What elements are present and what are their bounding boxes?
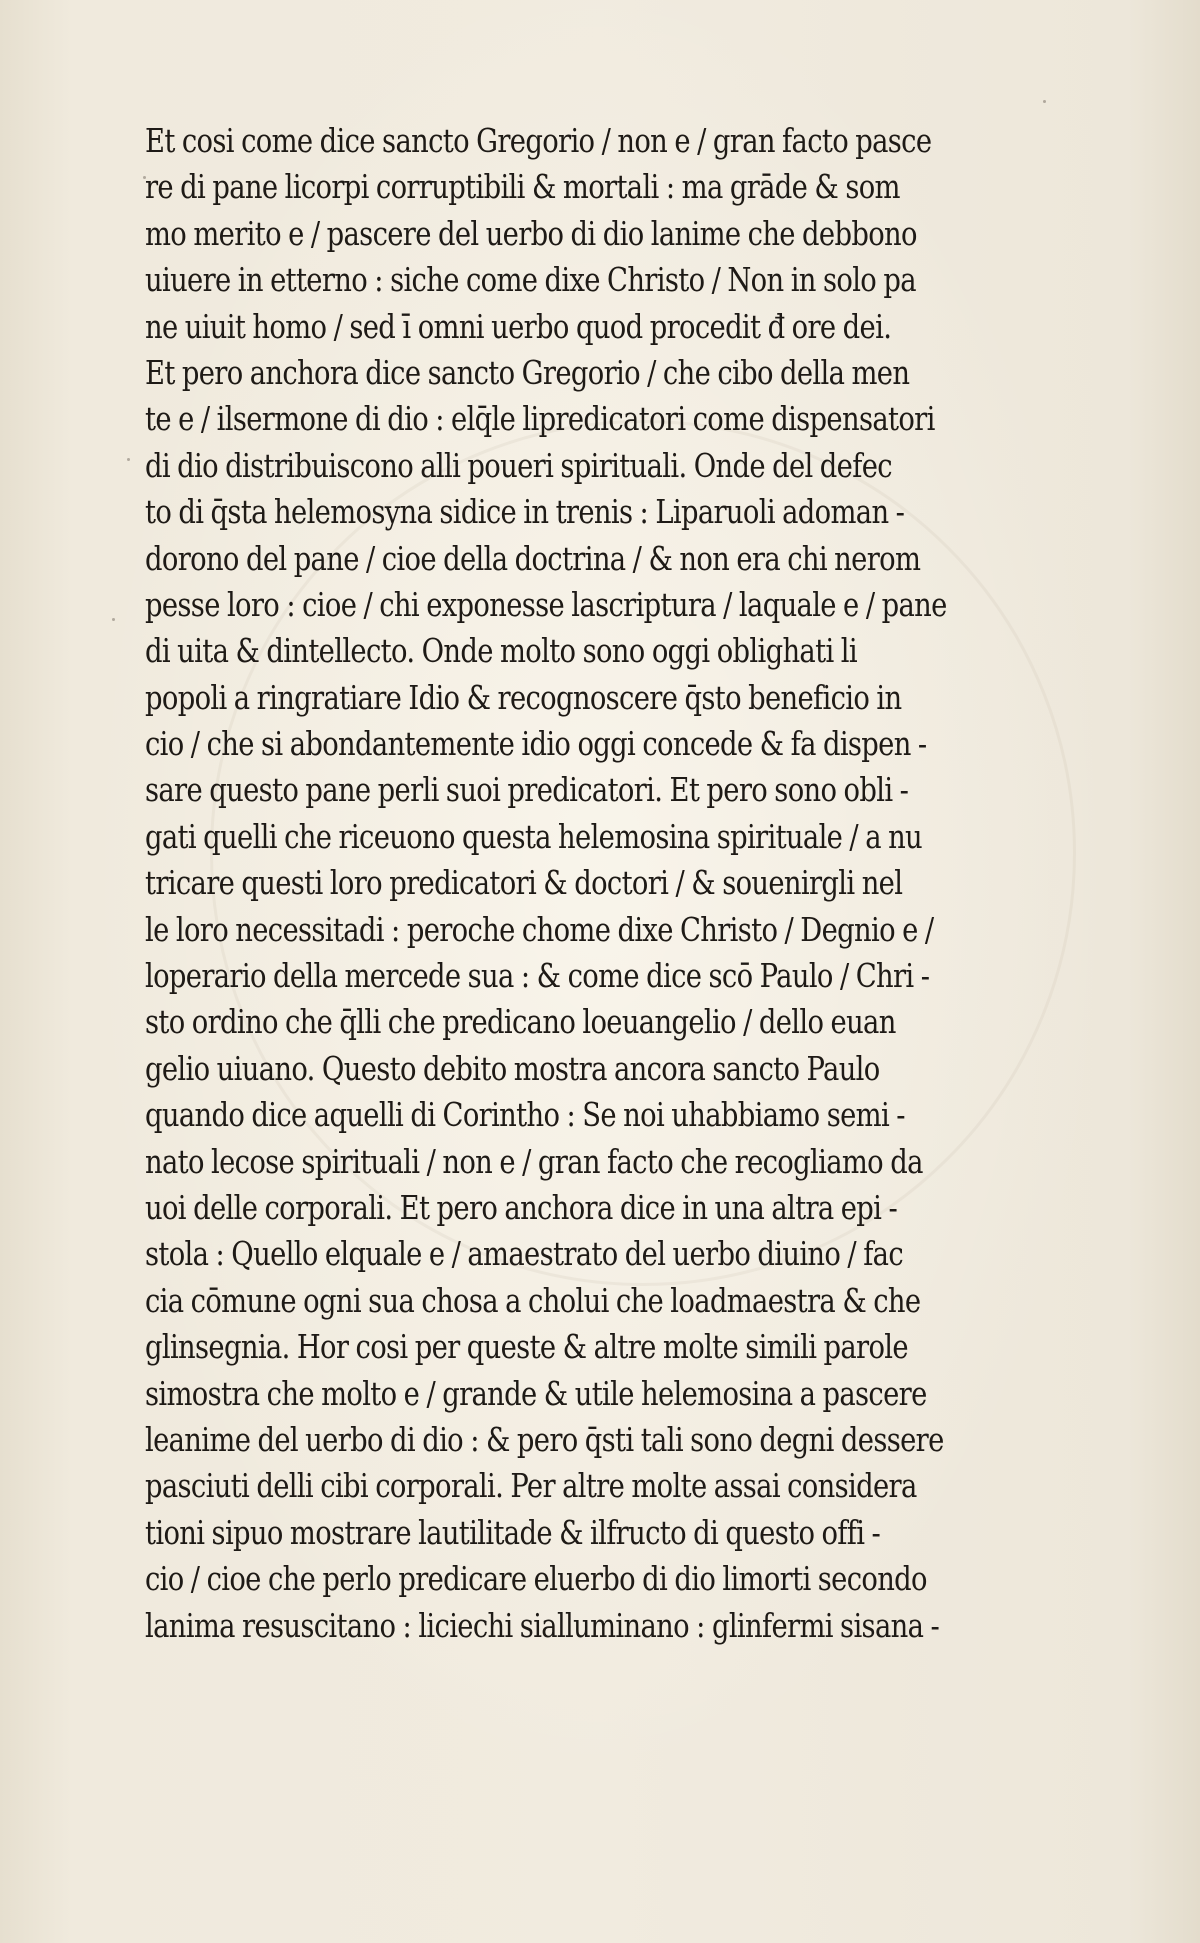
- text-line: quando dice aquelli di Corintho : Se noi uhabbiamo semi -: [145, 1095, 905, 1135]
- body-text: [145, 118, 1015, 1649]
- text-line: simostra che molto e / grande & utile helemosina a pascere: [145, 1373, 927, 1413]
- text-line: leanime del uerbo di dio : & pero q̄sti tali sono degni dessere: [145, 1419, 944, 1459]
- text-line: dorono del pane / cioe della doctrina / & non era chi nerom: [145, 538, 921, 578]
- text-line: nato lecose spirituali / non e / gran facto che recogliamo da: [145, 1141, 923, 1181]
- text-line: Et cosi come dice sancto Gregorio / non e / gran facto pasce: [145, 121, 932, 160]
- text-line: cia cōmune ogni sua chosa a cholui che loadmaestra & che: [145, 1280, 921, 1320]
- text-line: stola : Quello elquale e / amaestrato del uerbo diuino / fac: [145, 1234, 904, 1274]
- paper-speck: [1043, 100, 1046, 103]
- text-line: lanima resuscitano : liciechi sialluminano : glinfermi sisana -: [145, 1605, 940, 1645]
- text-line: popoli a ringratiare Idio & recognoscere q̄sto beneficio in: [145, 677, 902, 717]
- text-line: gati quelli che riceuono questa helemosina spirituale / a nu: [145, 816, 923, 856]
- text-line: tricare questi loro predicatori & doctori / & souenirgli nel: [145, 863, 903, 903]
- text-line: le loro necessitadi : peroche chome dixe Christo / Degnio e /: [145, 909, 934, 949]
- text-line: uiuere in etterno : siche come dixe Christo / Non in solo pa: [145, 260, 916, 300]
- text-line: cio / che si abondantemente idio oggi concede & fa dispen -: [145, 724, 927, 764]
- text-line: tioni sipuo mostrare lautilitade & ilfructo di questo offi -: [145, 1512, 881, 1552]
- text-line: re di pane licorpi corruptibili & mortali : ma grāde & som: [145, 167, 900, 207]
- paper-speck: [112, 618, 115, 621]
- paper-speck: [127, 458, 130, 461]
- text-line: pesse loro : cioe / chi exponesse lascriptura / laquale e / pane: [145, 584, 947, 624]
- text-line: glinsegnia. Hor cosi per queste & altre molte simili parole: [145, 1327, 908, 1367]
- text-line: sare questo pane perli suoi predicatori. Et pero sono obli -: [145, 770, 909, 810]
- text-line: loperario della mercede sua : & come dice scō Paulo / Chri -: [145, 956, 930, 996]
- text-line: cio / cioe che perlo predicare eluerbo di dio limorti secondo: [145, 1559, 927, 1599]
- text-line: sto ordino che q̄lli che predicano loeuangelio / dello euan: [145, 1002, 896, 1042]
- text-line: ne uiuit homo / sed ī omni uerbo quod procedit đ ore dei.: [145, 306, 892, 346]
- text-line: di dio distribuiscono alli poueri spirituali. Onde del defec: [145, 445, 892, 485]
- text-line: gelio uiuano. Questo debito mostra ancora sancto Paulo: [145, 1048, 880, 1088]
- text-line: to di q̄sta helemosyna sidice in trenis : Liparuoli adoman -: [145, 492, 905, 532]
- text-line: di uita & dintellecto. Onde molto sono oggi oblighati li: [145, 631, 857, 671]
- text-line: mo merito e / pascere del uerbo di dio lanime che debbono: [145, 213, 917, 253]
- text-line: te e / ilsermone di dio : elq̄le lipredicatori come dispensatori: [145, 399, 935, 439]
- text-line: pasciuti delli cibi corporali. Per altre molte assai considera: [145, 1466, 917, 1506]
- text-line: Et pero anchora dice sancto Gregorio / che cibo della men: [145, 352, 910, 392]
- text-line: uoi delle corporali. Et pero anchora dice in una altra epi -: [145, 1187, 898, 1227]
